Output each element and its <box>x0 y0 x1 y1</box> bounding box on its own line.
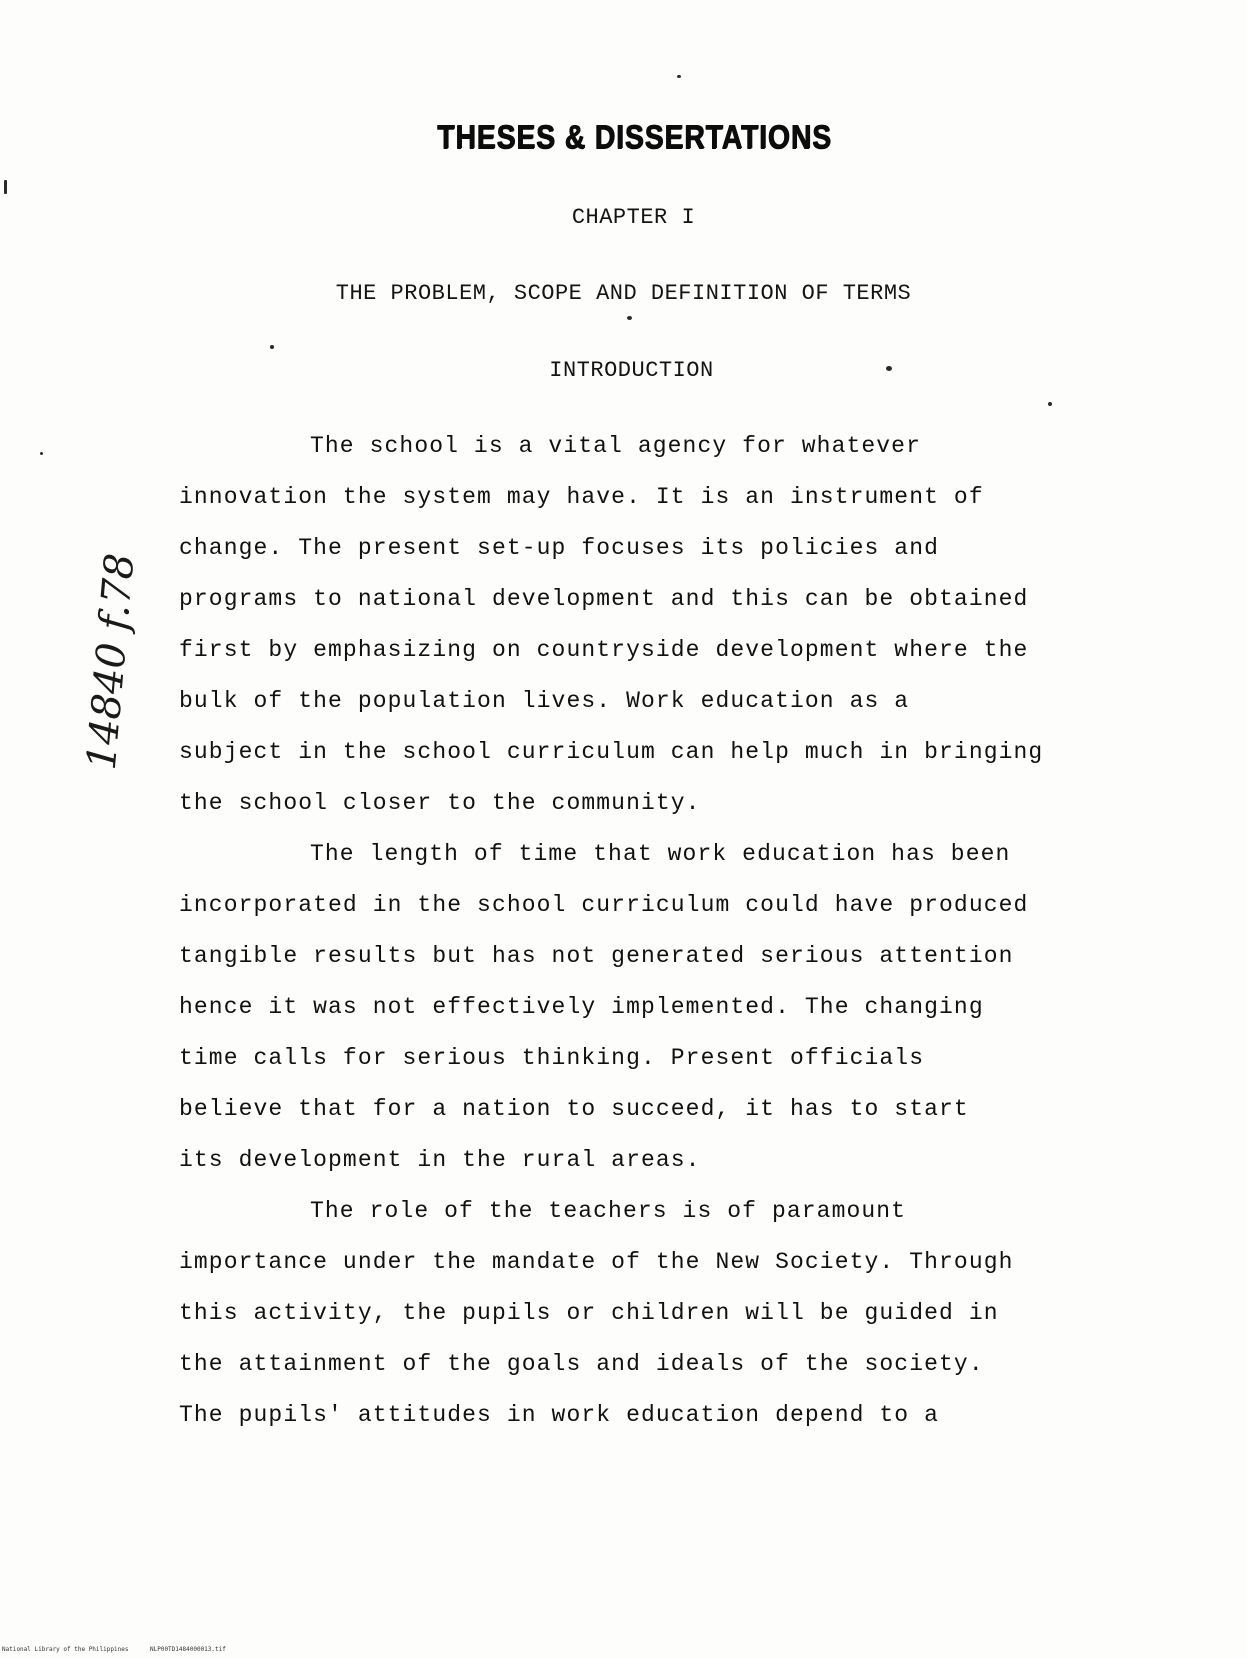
paragraph-3-line: The pupils' attitudes in work education depend to a <box>179 1402 940 1428</box>
paragraph-2-line: tangible results but has not generated serious attention <box>179 943 1014 969</box>
paragraph-1-line: change. The present set-up focuses its policies and <box>179 535 940 561</box>
paragraph-3-line: the attainment of the goals and ideals of the society. <box>179 1351 984 1377</box>
section-heading: INTRODUCTION <box>549 358 714 383</box>
paragraph-2-line: time calls for serious thinking. Present officials <box>179 1045 925 1071</box>
paragraph-1-line: the school closer to the community. <box>179 790 701 816</box>
paragraph-2-line: believe that for a nation to succeed, it has to start <box>179 1096 969 1122</box>
scan-speck <box>270 345 274 349</box>
paragraph-3-line: importance under the mandate of the New Society. Through <box>179 1249 1014 1275</box>
scan-speck <box>677 75 681 78</box>
chapter-title: THE PROBLEM, SCOPE AND DEFINITION OF TERMS <box>335 281 912 306</box>
scan-speck <box>1048 402 1052 406</box>
paragraph-3-line: this activity, the pupils or children will be guided in <box>179 1300 999 1326</box>
paragraph-1-line: subject in the school curriculum can help much in bringing <box>179 739 1044 765</box>
scan-speck <box>4 180 7 194</box>
paragraph-2-line: hence it was not effectively implemented. The changing <box>179 994 984 1020</box>
paragraph-1-line: bulk of the population lives. Work education as a <box>179 688 910 714</box>
paragraph-1-line: innovation the system may have. It is an instrument of <box>179 484 984 510</box>
scan-speck <box>40 452 43 455</box>
handwritten-margin-note <box>78 548 152 798</box>
scan-speck <box>627 316 632 320</box>
footer-file-id: NLP00TD1484000013.tif <box>150 1646 226 1653</box>
paragraph-2-line: incorporated in the school curriculum could have produced <box>179 892 1029 918</box>
paragraph-3-line: The role of the teachers is of paramount <box>310 1198 907 1224</box>
footer-library-name: National Library of the Philippines <box>2 1646 129 1653</box>
theses-dissertations-stamp: THESES & DISSERTATIONS <box>437 118 832 155</box>
paragraph-1-line: programs to national development and this can be obtained <box>179 586 1029 612</box>
margin-note-text: 14840 f.78 <box>78 551 144 772</box>
paragraph-2-line: its development in the rural areas. <box>179 1147 701 1173</box>
paragraph-1-line: The school is a vital agency for whatever <box>310 433 921 459</box>
paragraph-1-line: first by emphasizing on countryside development where the <box>179 637 1029 663</box>
chapter-heading: CHAPTER I <box>571 205 696 230</box>
paragraph-2-line: The length of time that work education has been <box>310 841 1011 867</box>
scan-speck <box>886 366 892 371</box>
